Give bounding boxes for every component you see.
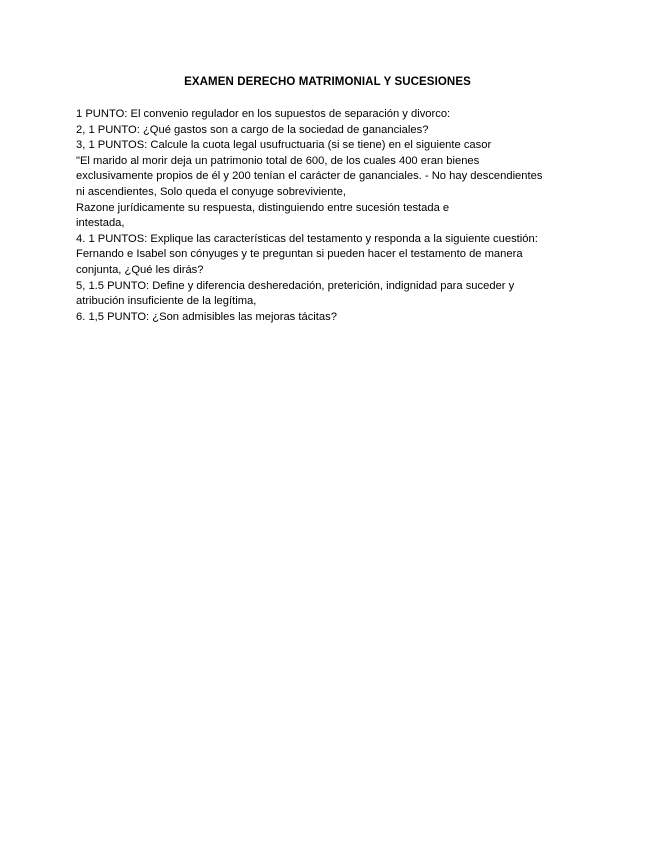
text-line: Razone jurídicamente su respuesta, distinguiendo entre sucesión testada e bbox=[76, 201, 450, 214]
text-line: 6. 1,5 PUNTO: ¿Son admisibles las mejoras tácitas? bbox=[76, 310, 337, 323]
exam-questions bbox=[76, 107, 576, 325]
text-line: 2, 1 PUNTO: ¿Qué gastos son a cargo de la sociedad de gananciales? bbox=[76, 123, 429, 136]
text-line: "El marido al morir deja un patrimonio total de 600, de los cuales 400 eran bienes bbox=[76, 154, 480, 167]
text-line: conjunta, ¿Qué les dirás? bbox=[76, 263, 204, 276]
text-line: 3, 1 PUNTOS: Calcule la cuota legal usufructuaria (si se tiene) en el siguiente casor bbox=[76, 139, 492, 152]
text-line: Fernando e Isabel son cónyuges y te preguntan si pueden hacer el testamento de manera bbox=[76, 248, 523, 261]
text-line: 1 PUNTO: El convenio regulador en los supuestos de separación y divorco: bbox=[76, 108, 451, 120]
text-line: ni ascendientes, Solo queda el conyuge sobreviviente, bbox=[76, 185, 346, 198]
text-line: 5, 1.5 PUNTO: Define y diferencia desheredación, preterición, indignidad para suceder y bbox=[76, 279, 515, 292]
text-line: 4. 1 PUNTOS: Explique las características del testamento y responda a la siguiente cuestión: bbox=[76, 232, 538, 245]
text-line: intestada, bbox=[76, 217, 125, 230]
exam-title: EXAMEN DERECHO MATRIMONIAL Y SUCESIONES bbox=[184, 76, 471, 88]
text-line: exclusivamente propios de él y 200 tenían el carácter de gananciales. - No hay descendientes bbox=[76, 170, 543, 183]
text-line: atribución insuficiente de la legítima, bbox=[76, 295, 257, 308]
